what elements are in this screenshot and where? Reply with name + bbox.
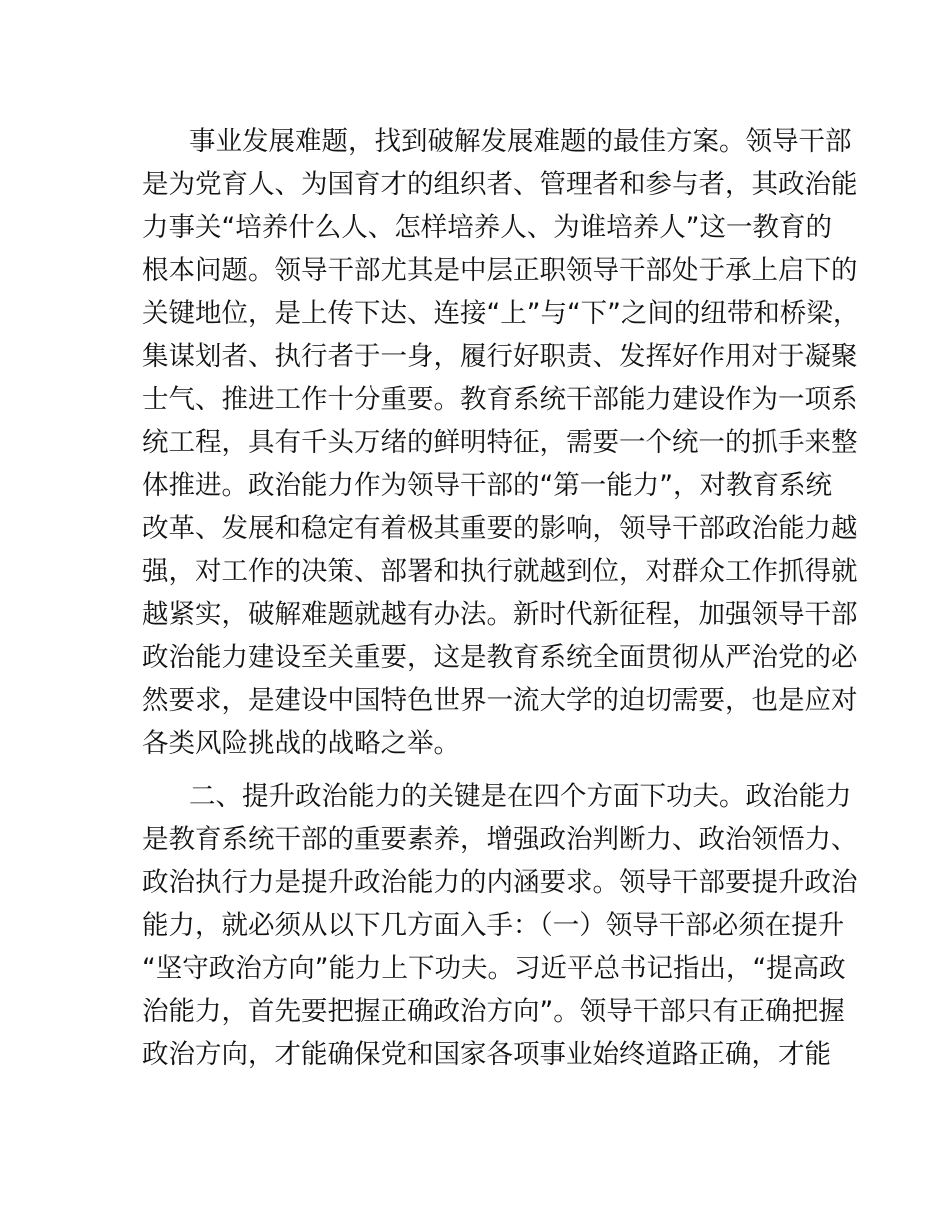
paragraph-1-line-6: 集谋划者、执行者于一身，履行好职责、发挥好作用对于凝聚: [142, 341, 858, 372]
paragraph-2-line-6: 治能力，首先要把握正确政治方向”。领导干部只有正确把握: [142, 996, 845, 1027]
paragraph-1-line-12: 越紧实，破解难题就越有办法。新时代新征程，加强领导干部: [142, 599, 858, 630]
paragraph-2-line-4: 能力，就必须从以下几方面入手：（一）领导干部必须在提升: [142, 910, 845, 941]
paragraph-1-line-4: 根本问题。领导干部尤其是中层正职领导干部处于承上启下的: [142, 255, 858, 286]
paragraph-1-line-3: 力事关“培养什么人、怎样培养人、为谁培养人”这一教育的: [142, 212, 832, 243]
paragraph-1-line-14: 然要求，是建设中国特色世界一流大学的迫切需要，也是应对: [142, 685, 858, 716]
paragraph-1-line-2: 是为党育人、为国育才的组织者、管理者和参与者，其政治能: [142, 169, 858, 200]
paragraph-1-line-7: 士气、推进工作十分重要。教育系统干部能力建设作为一项系: [142, 384, 858, 415]
paragraph-1-line-13: 政治能力建设至关重要，这是教育系统全面贯彻从严治党的必: [142, 642, 858, 673]
paragraph-2-line-1: 二、提升政治能力的关键是在四个方面下功夫。政治能力: [189, 781, 852, 812]
paragraph-1-line-9: 体推进。政治能力作为领导干部的“第一能力”，对教育系统: [142, 470, 832, 501]
paragraph-1-line-8: 统工程，具有千头万绪的鲜明特征，需要一个统一的抓手来整: [142, 427, 858, 458]
paragraph-2-line-7: 政治方向，才能确保党和国家各项事业始终道路正确，才能: [142, 1039, 831, 1070]
paragraph-2-line-2: 是教育系统干部的重要素养，增强政治判断力、政治领悟力、: [142, 824, 858, 855]
paragraph-2-line-3: 政治执行力是提升政治能力的内涵要求。领导干部要提升政治: [142, 867, 858, 898]
paragraph-1-line-10: 改革、发展和稳定有着极其重要的影响，领导干部政治能力越: [142, 513, 858, 544]
paragraph-1-line-11: 强，对工作的决策、部署和执行就越到位，对群众工作抓得就: [142, 556, 858, 587]
paragraph-2-line-5: “坚守政治方向”能力上下功夫。习近平总书记指出，“提高政: [142, 953, 846, 984]
paragraph-1-line-15: 各类风险挑战的战略之举。: [142, 728, 460, 759]
paragraph-1-line-1: 事业发展难题，找到破解发展难题的最佳方案。领导干部: [189, 126, 852, 157]
paragraph-1-line-5: 关键地位，是上传下达、连接“上”与“下”之间的纽带和桥梁，: [142, 298, 860, 329]
